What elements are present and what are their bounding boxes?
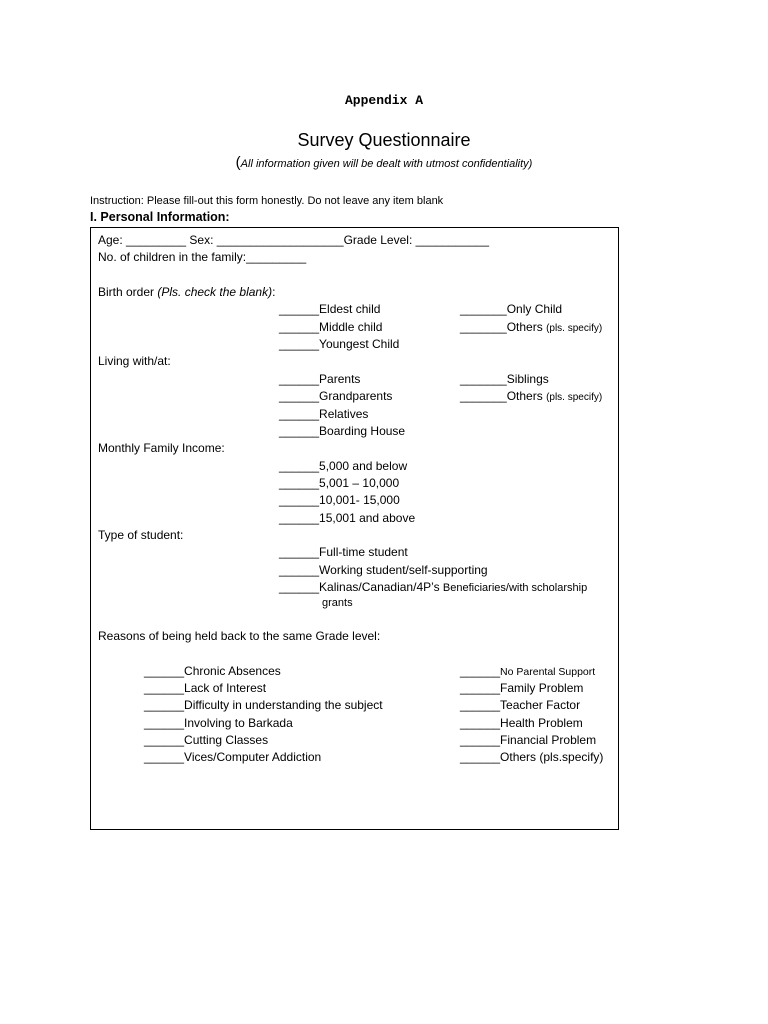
living-others-text: _______Others (460, 389, 547, 403)
living-others[interactable] (460, 390, 602, 403)
birth-order-colon: : (272, 285, 276, 299)
student-type-beneficiary-main: ______Kalinas/Canadian/4P’s (279, 580, 443, 594)
living-others-note: (pls. specify) (546, 392, 603, 403)
section-title: I. Personal Information: (90, 210, 230, 224)
income-option-2[interactable]: ______5,001 – 10,000 (279, 476, 400, 490)
appendix-label: Appendix A (344, 93, 423, 108)
confidentiality-note (0, 155, 768, 170)
income-option-1[interactable]: ______5,000 and below (279, 459, 408, 473)
reason-chronic-absences[interactable]: ______Chronic Absences (144, 664, 281, 678)
student-type-beneficiary[interactable] (279, 581, 587, 594)
page-title: Survey Questionnaire (297, 130, 471, 150)
student-type-beneficiary-cont: grants (322, 597, 353, 609)
student-type-label: Type of student: (98, 528, 184, 542)
reason-cutting-classes[interactable]: ______Cutting Classes (144, 733, 269, 747)
reason-health-problem[interactable]: ______Health Problem (460, 716, 583, 730)
birth-order-only-child[interactable] (460, 303, 562, 315)
reason-others[interactable]: ______Others (pls.specify) (460, 750, 604, 764)
birth-order-label-text: Birth order (98, 285, 158, 299)
birth-order-only-child-text: _______Only Child (460, 302, 563, 316)
birth-order-eldest[interactable]: ______Eldest child (279, 302, 381, 316)
income-label: Monthly Family Income: (98, 441, 225, 455)
income-option-4[interactable]: ______15,001 and above (279, 511, 416, 525)
student-type-full-time[interactable]: ______Full-time student (279, 545, 408, 559)
student-type-beneficiary-small: Beneficiaries/with scholarship (442, 582, 588, 594)
reason-barkada[interactable]: ______Involving to Barkada (144, 716, 293, 730)
instruction-text: Instruction: Please fill-out this form honestly. Do not leave any item blank (90, 195, 444, 207)
living-parents[interactable]: ______Parents (279, 372, 361, 386)
reason-family-problem[interactable]: ______Family Problem (460, 681, 584, 695)
age-sex-grade-fields[interactable]: Age: _________ Sex: ___________________Grade Level: ___________ (98, 233, 490, 247)
subtitle-text: All information given will be dealt with utmost confidentiality) (240, 158, 533, 170)
reason-no-parental-support[interactable] (460, 665, 595, 678)
birth-order-others[interactable] (460, 321, 602, 334)
living-siblings[interactable] (460, 373, 549, 385)
birth-order-others-text: _______Others (460, 320, 547, 334)
reason-vices[interactable]: ______Vices/Computer Addiction (144, 750, 322, 764)
student-type-working[interactable]: ______Working student/self-supporting (279, 563, 488, 577)
birth-order-youngest[interactable]: ______Youngest Child (279, 337, 400, 351)
birth-order-middle[interactable]: ______Middle child (279, 320, 383, 334)
income-option-3[interactable]: ______10,001- 15,000 (279, 493, 400, 507)
living-grandparents[interactable]: ______Grandparents (279, 389, 393, 403)
living-boarding-house[interactable]: ______Boarding House (279, 424, 406, 438)
living-relatives[interactable]: ______Relatives (279, 407, 369, 421)
reason-no-parental-support-blank: ______ (460, 664, 501, 678)
birth-order-hint: (Pls. check the blank) (157, 285, 273, 299)
subtitle-open-paren: ( (235, 154, 241, 171)
birth-order-label (98, 286, 275, 298)
reason-no-parental-support-text: No Parental Support (500, 666, 596, 678)
birth-order-others-note: (pls. specify) (546, 323, 603, 334)
reasons-label: Reasons of being held back to the same Grade level: (98, 629, 381, 643)
living-siblings-text: _______Siblings (460, 372, 549, 386)
living-with-label: Living with/at: (98, 354, 171, 368)
reason-teacher-factor[interactable]: ______Teacher Factor (460, 698, 581, 712)
reason-lack-of-interest[interactable]: ______Lack of Interest (144, 681, 267, 695)
children-count-field[interactable]: No. of children in the family:_________ (98, 250, 307, 264)
reason-difficulty[interactable]: ______Difficulty in understanding the subject (144, 698, 383, 712)
reason-financial-problem[interactable]: ______Financial Problem (460, 733, 597, 747)
